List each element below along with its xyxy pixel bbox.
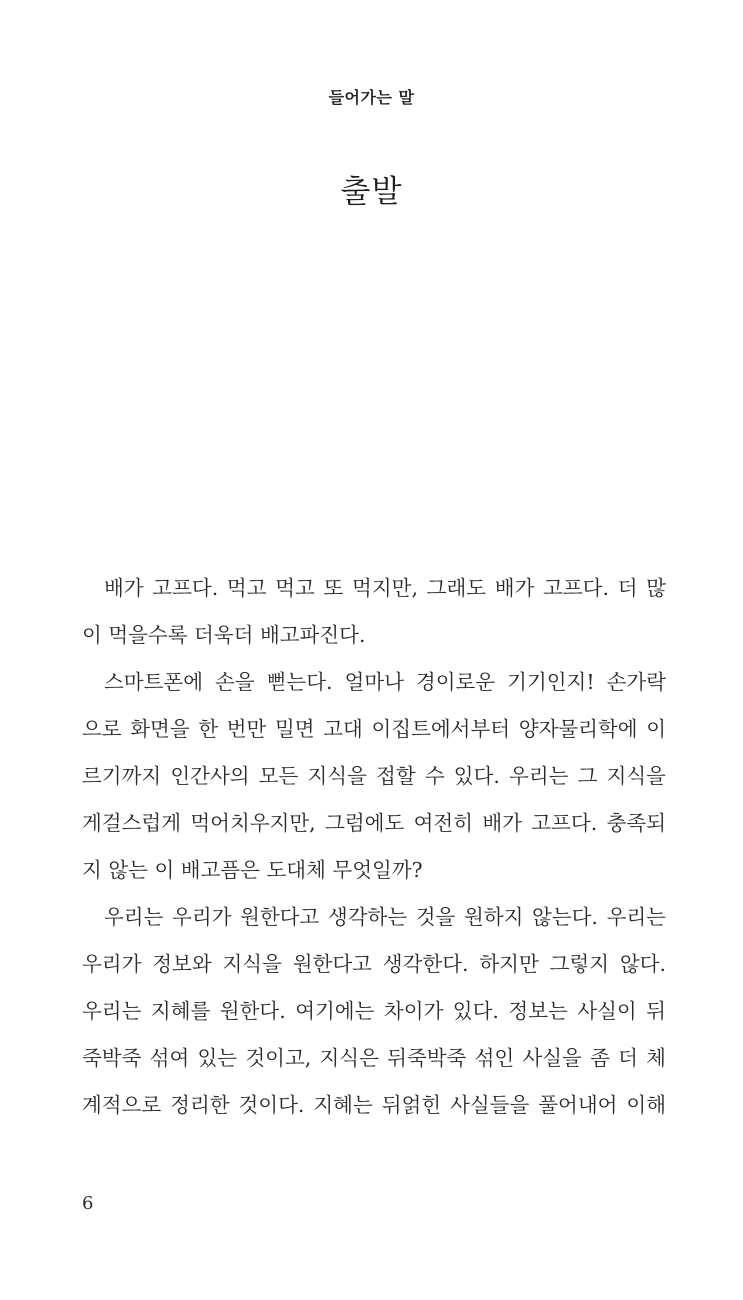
paragraph-2-line-2: 으로 화면을 한 번만 밀면 고대 이집트에서부터 양자물리학에 이 [82,717,666,741]
paragraph-1-line-2: 이 먹을수록 더욱더 배고파진다. [82,623,366,647]
paragraph-1-line-1: 배가 고프다. 먹고 먹고 또 먹지만, 그래도 배가 고프다. 더 많 [104,576,666,600]
paragraph-3-line-3: 우리는 지혜를 원한다. 여기에는 차이가 있다. 정보는 사실이 뒤 [82,999,666,1023]
paragraph-2-line-3: 르기까지 인간사의 모든 지식을 접할 수 있다. 우리는 그 지식을 [82,764,666,788]
paragraph-2-line-4: 게걸스럽게 먹어치우지만, 그럼에도 여전히 배가 고프다. 충족되 [82,811,666,835]
paragraph-3-line-1: 우리는 우리가 원한다고 생각하는 것을 원하지 않는다. 우리는 [104,905,666,929]
paragraph-3-line-2: 우리가 정보와 지식을 원한다고 생각한다. 하지만 그렇지 않다. [82,952,666,976]
chapter-title: 출발 [340,174,403,210]
section-label: 들어가는 말 [328,88,415,107]
paragraph-2-line-1: 스마트폰에 손을 뻗는다. 얼마나 경이로운 기기인지! 손가락 [104,670,666,694]
paragraph-2-line-5: 지 않는 이 배고픔은 도대체 무엇일까? [82,858,423,882]
paragraph-3-line-5: 계적으로 정리한 것이다. 지혜는 뒤얽힌 사실들을 풀어내어 이해 [82,1093,666,1117]
paragraph-3-line-4: 죽박죽 섞여 있는 것이고, 지식은 뒤죽박죽 섞인 사실을 좀 더 체 [82,1046,666,1070]
body-text [82,565,666,1129]
page-number: 6 [82,1193,94,1214]
